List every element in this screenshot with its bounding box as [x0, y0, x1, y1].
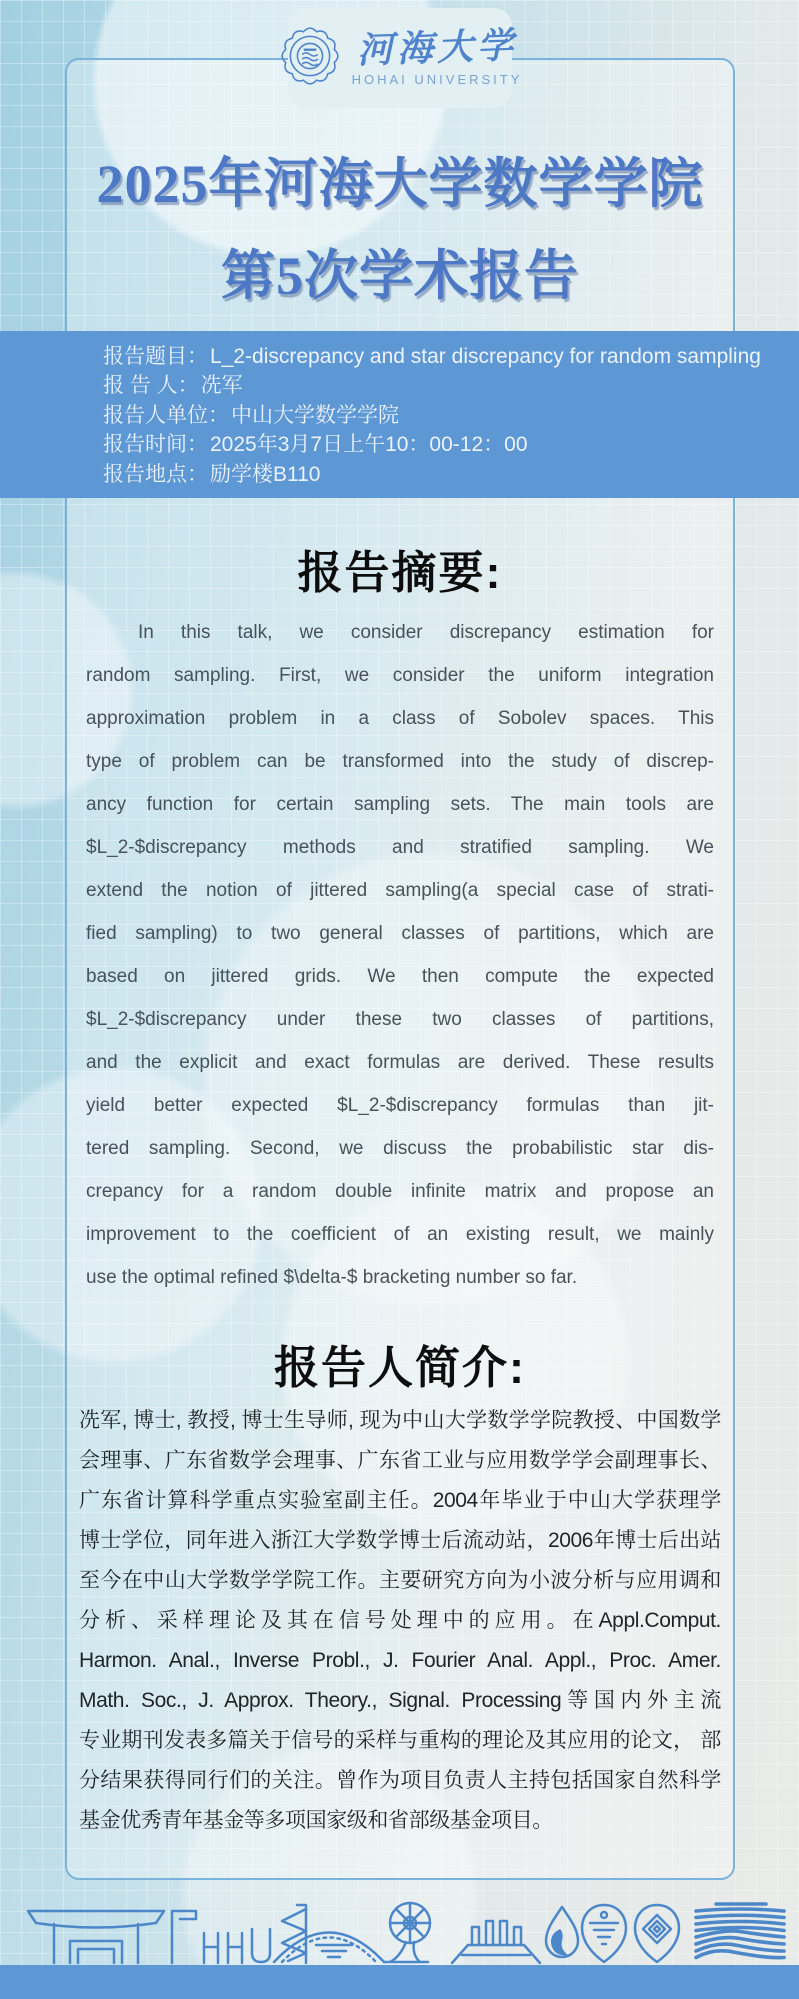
abstract-line: tered sampling. Second, we discuss the probabilistic star dis- [86, 1138, 714, 1159]
info-value: 冼军 [200, 374, 243, 398]
abstract-text [86, 611, 714, 1299]
poster-title [65, 138, 735, 322]
bio-line: 分结果获得同行们的关注。曾作为项目负责人主持包括国家自然科学 [79, 1769, 721, 1792]
abstract-line: fied sampling) to two general classes of partitions, which are [86, 923, 714, 944]
pin-funnel-icon [582, 1905, 626, 1962]
university-logo [288, 8, 523, 108]
info-label: 报告题目： [103, 345, 208, 368]
info-value: 2025年3月7日上午10：00-12：00 [210, 433, 528, 457]
abstract-line: improvement to the coefficient of an existing result, we mainly [86, 1224, 714, 1245]
pin-diamond-icon [635, 1905, 679, 1962]
abstract-line: ancy function for certain sampling sets. The main tools are [86, 794, 714, 815]
water-drop-icon [546, 1907, 578, 1957]
bio-heading: 报告人简介: [274, 1342, 526, 1393]
abstract-line: use the optimal refined $\delta-$ bracketing number so far. [86, 1267, 578, 1288]
poster-title-line1: 2025年河海大学数学学院 [96, 154, 704, 214]
abstract-line: extend the notion of jittered sampling(a special case of strati- [86, 880, 714, 901]
bio-line: Math. Soc., J. Approx. Theory., Signal. Processing等国内外主流 [79, 1689, 721, 1712]
bio-text [79, 1401, 721, 1841]
pagoda-zigzag-icon [282, 1905, 306, 1963]
hhu-letters-icon [172, 1911, 270, 1963]
talk-info-row [103, 460, 779, 489]
bio-line: 冼军, 博士, 教授, 博士生导师, 现为中山大学数学学院教授、中国数学 [79, 1409, 721, 1432]
abstract-line: based on jittered grids. We then compute the expected [86, 966, 714, 987]
abstract-line: and the explicit and exact formulas are derived. These results [86, 1052, 714, 1073]
ferris-wheel-icon [384, 1903, 430, 1962]
bio-line: 至今在中山大学数学学院工作。主要研究方向为小波分析与应用调和 [79, 1569, 721, 1592]
bio-line: 分析、采样理论及其在信号处理中的应用。在Appl.Comput. [79, 1609, 721, 1632]
info-label: 报 告 人： [103, 374, 199, 398]
talk-info-row [103, 342, 779, 371]
info-label: 报告时间： [103, 433, 208, 457]
talk-info-row [103, 401, 779, 430]
abstract-line: In this talk, we consider discrepancy estimation for [138, 622, 714, 643]
talk-info-row [103, 371, 779, 400]
abstract-line: $L_2-$discrepancy methods and stratified sampling. We [86, 837, 714, 858]
arch-bridge-icon [274, 1933, 384, 1963]
abstract-line: crepancy for a random double infinite matrix and propose an [86, 1181, 714, 1202]
university-seal-icon [277, 17, 343, 100]
talk-info-bar [0, 331, 799, 498]
info-label: 报告地点： [103, 462, 208, 486]
bio-line: 会理事、广东省数学会理事、广东省工业与应用数学学会副理事长、 [79, 1449, 721, 1472]
info-value: 励学楼B110 [210, 462, 321, 486]
abstract-line: yield better expected $L_2-$discrepancy formulas than jit- [86, 1095, 714, 1116]
abstract-line: $L_2-$discrepancy under these two classes of partitions, [86, 1009, 714, 1030]
university-name-cn: 河海大学 [356, 25, 518, 71]
abstract-line: approximation problem in a class of Sobolev spaces. This [86, 708, 714, 729]
skyline-decoration [0, 1899, 799, 1965]
bio-line: 专业期刊发表多篇关于信号的采样与重构的理论及其应用的论文， 部 [79, 1729, 721, 1752]
abstract-line: type of problem can be transformed into the study of discrep- [86, 751, 714, 772]
bio-line: 广东省计算科学重点实验室副主任。2004年毕业于中山大学获理学 [79, 1489, 721, 1512]
info-label: 报告人单位： [103, 403, 229, 427]
school-gate-icon [28, 1911, 164, 1963]
info-value: L_2-discrepancy and star discrepancy for random sampling [210, 345, 761, 368]
university-name-en: HOHAI UNIVERSITY [351, 71, 523, 87]
wave-crest-icon [696, 1904, 784, 1958]
poster-title-line2: 第5次学术报告 [221, 246, 579, 306]
dam-building-icon [452, 1921, 540, 1963]
abstract-line: random sampling. First, we consider the uniform integration [86, 665, 714, 686]
abstract-heading: 报告摘要: [297, 547, 503, 598]
bio-line: 博士学位，同年进入浙江大学数学博士后流动站，2006年博士后出站 [79, 1529, 721, 1552]
talk-info-row [103, 430, 779, 459]
bio-line: 基金优秀青年基金等多项国家级和省部级基金项目。 [79, 1809, 553, 1832]
info-value: 中山大学数学学院 [231, 403, 399, 427]
footer-bar [0, 1965, 799, 1999]
bio-line: Harmon. Anal., Inverse Probl., J. Fourier Anal. Appl., Proc. Amer. [79, 1649, 721, 1672]
